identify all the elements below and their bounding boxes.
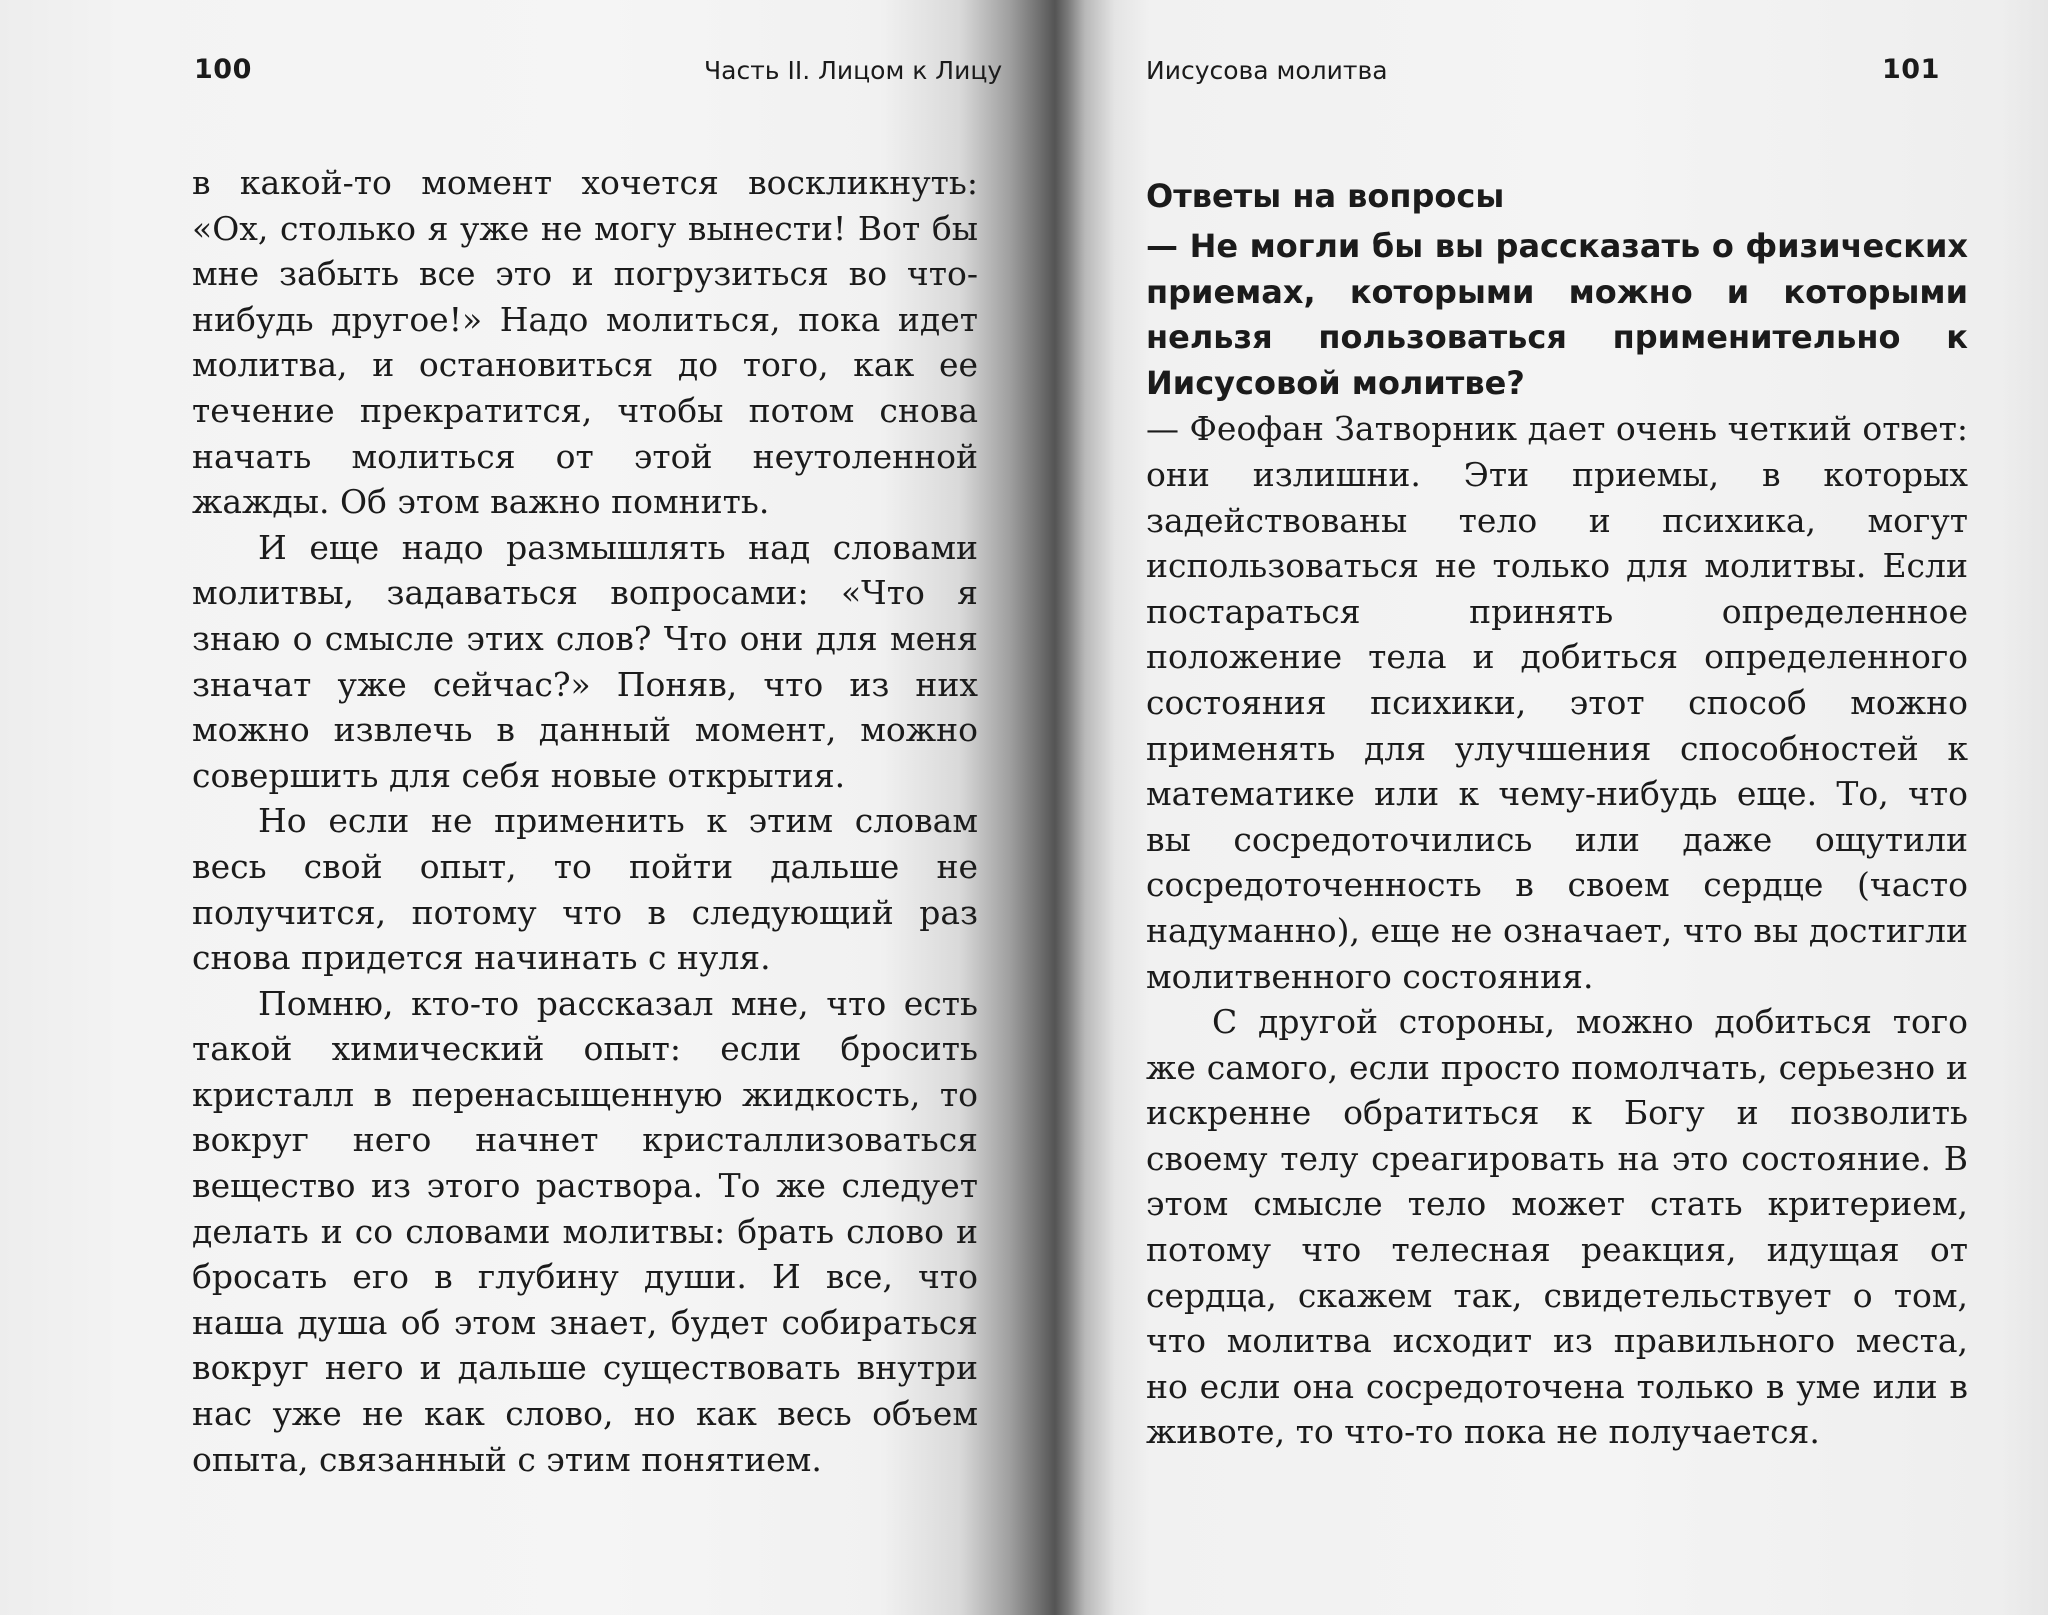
question-text: — Не могли бы вы рассказать о физических приемах, которыми можно и которыми нельзя пользоваться применительно к Иисусовой молитве? bbox=[1146, 227, 1968, 402]
paragraph: — Феофан Затворник дает очень четкий ответ: они излишни. Эти приемы, в которых задействованы тело и психика, могут использоваться не только для молитвы. Если постараться принять определенное положение тела и добиться определенного состояния психики, этот способ можно применять для улучшения способностей к математике или к чему-нибудь еще. То, что вы сосредоточились или даже ощутили сосредоточенность в своем сердце (часто надуманно), еще не означает, что вы достигли молитвенного состояния. bbox=[1146, 409, 1968, 996]
running-head-right: Иисусова молитва bbox=[1146, 56, 1388, 85]
left-page-body bbox=[192, 160, 978, 1482]
paragraph: И еще надо размышлять над словами молитвы, задаваться вопросами: «Что я знаю о смысле этих слов? Что они для меня значат уже сейчас?» Поняв, что из них можно извлечь в данный момент, можно совершить для себя новые открытия. bbox=[192, 527, 978, 795]
section-heading: Ответы на вопросы bbox=[1146, 177, 1505, 215]
running-head-left: Часть II. Лицом к Лицу bbox=[704, 56, 1003, 85]
paragraph: С другой стороны, можно добиться того же самого, если просто помолчать, серьезно и искренне обратиться к Богу и позволить своему телу среагировать на это состояние. В этом смысле тело может стать критерием, потому что телесная реакция, идущая от сердца, скажем так, свидетельствует о том, что молитва исходит из правильного места, но если она сосредоточена только в уме или в животе, то что-то пока не получается. bbox=[1146, 1002, 1968, 1452]
page-number-right: 101 bbox=[1882, 54, 1940, 85]
right-page-body bbox=[1146, 174, 1968, 1455]
paragraph: в какой-то момент хочется воскликнуть: «Ох, столько я уже не могу вынести! Вот бы мне забыть все это и погрузиться во что-нибудь другое!» Надо молиться, пока идет молитва, и остановиться до того, как ее течение прекратится, чтобы потом снова начать молиться от этой неутоленной жажды. Об этом важно помнить. bbox=[192, 163, 978, 522]
right-page bbox=[1060, 0, 2048, 1615]
page-number-left: 100 bbox=[194, 54, 252, 85]
paragraph: Помню, кто-то рассказал мне, что есть такой химический опыт: если бросить кристалл в перенасыщенную жидкость, то вокруг него начнет кристаллизоваться вещество из этого раствора. То же следует делать и со словами молитвы: брать слово и бросать его в глубину души. И все, что наша душа об этом знает, будет собираться вокруг него и дальше существовать внутри нас уже не как слово, но как весь объем опыта, связанный с этим понятием. bbox=[192, 983, 978, 1479]
paragraph: Но если не применить к этим словам весь свой опыт, то пойти дальше не получится, потому что в следующий раз снова придется начинать с нуля. bbox=[192, 801, 978, 978]
